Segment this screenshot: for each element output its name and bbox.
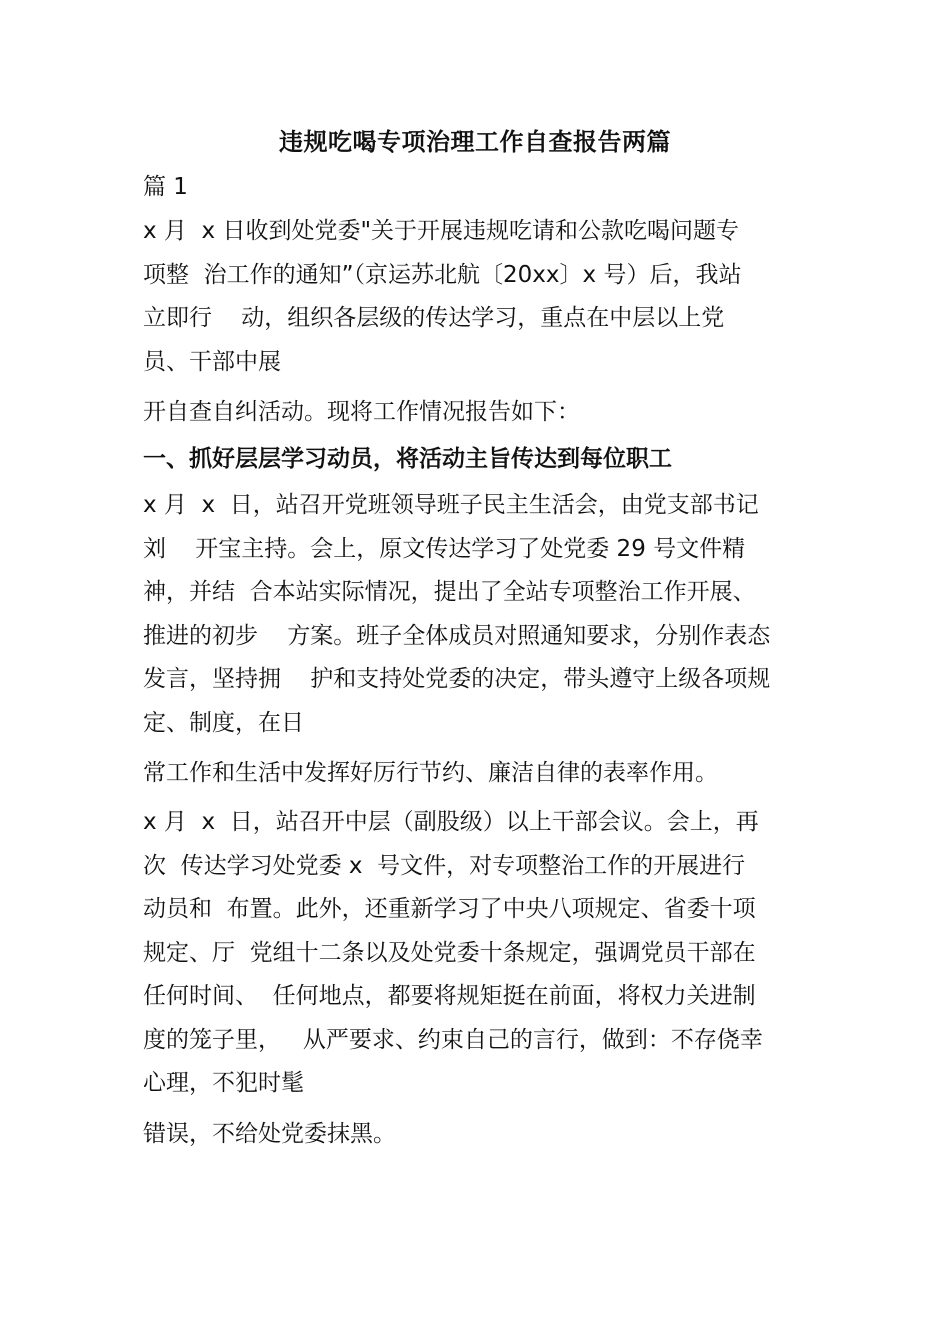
text-line: 任何时间、 任何地点，都要将规矩挺在前面，将权力关进制 — [143, 983, 756, 1009]
text-line: 立即行 动，组织各层级的传达学习，重点在中层以上党 — [143, 305, 725, 331]
text-line: 项整 治工作的通知”（京运苏北航〔20xx〕x 号）后，我站 — [143, 261, 742, 288]
text-line: x 月 x 日，站召开党班领导班子民主生活会，由党支部书记 — [143, 492, 759, 518]
text-line: 刘 开宝主持。会上，原文传达学习了处党委 29 号文件精 — [143, 535, 746, 562]
paragraph-6 — [143, 1113, 823, 1157]
text-line: 开自查自纠活动。现将工作情况报告如下： — [143, 399, 580, 425]
text-line: 次 传达学习处党委 x 号文件，对专项整治工作的开展进行 — [143, 852, 746, 879]
text-line: 发言，坚持拥 护和支持处党委的决定，带头遵守上级各项规 — [143, 666, 771, 692]
paragraph-1 — [143, 210, 823, 384]
document-subtitle: 篇 1 — [143, 174, 188, 200]
text-line: 心理，不犯时髦 — [143, 1070, 304, 1096]
text-line: 规定、厅 党组十二条以及处党委十条规定，强调党员干部在 — [143, 939, 756, 966]
paragraph-5 — [143, 801, 823, 1106]
text-line: 神，并结 合本站实际情况，提出了全站专项整治工作开展、 — [143, 579, 756, 605]
document-title: 违规吃喝专项治理工作自查报告两篇 — [279, 128, 671, 156]
text-line: 定、制度，在日 — [143, 709, 304, 736]
text-line: 动员和 布置。此外，还重新学习了中央八项规定、省委十项 — [143, 896, 756, 922]
section-heading: 一、抓好层层学习动员，将活动主旨传达到每位职工 — [143, 446, 672, 472]
text-line: 常工作和生活中发挥好厉行节约、廉洁自律的表率作用。 — [143, 760, 718, 786]
text-line: 错误，不给处党委抹黑。 — [143, 1121, 396, 1147]
paragraph-3 — [143, 484, 823, 745]
paragraph-2 — [143, 391, 823, 435]
text-line: x 月 x 日收到处党委"关于开展违规吃请和公款吃喝问题专 — [143, 218, 740, 244]
text-line: 员、干部中展 — [143, 348, 281, 375]
text-line: 度的笼子里， 从严要求、约束自己的言行，做到：不存侥幸 — [143, 1026, 763, 1053]
text-line: x 月 x 日，站召开中层（副股级）以上干部会议。会上，再 — [143, 809, 759, 835]
paragraph-4 — [143, 752, 823, 796]
text-line: 推进的初步 方案。班子全体成员对照通知要求，分别作表态 — [143, 622, 771, 649]
